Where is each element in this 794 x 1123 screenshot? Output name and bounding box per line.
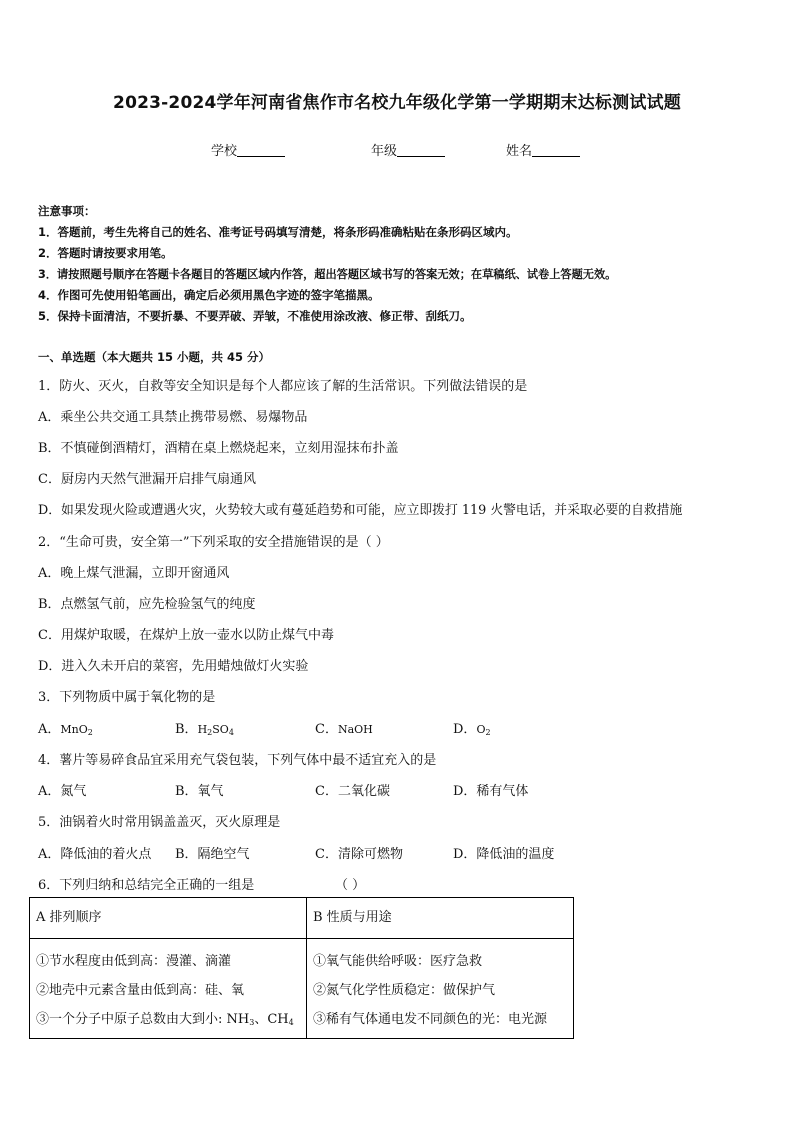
q4-option-a: A．氮气 <box>38 784 87 799</box>
q2-option-b: B．点燃氢气前，应先检验氢气的纯度 <box>38 597 256 612</box>
q6-answer-blank: （ ） <box>335 878 366 893</box>
grade-blank[interactable] <box>397 144 445 157</box>
q5-option-d: D．降低油的温度 <box>453 847 555 862</box>
name-label: 姓名 <box>506 144 533 159</box>
q6-stem: 6．下列归纳和总结完全正确的一组是 <box>38 878 255 893</box>
q4-stem: 4．薯片等易碎食品宜采用充气袋包装，下列气体中最不适宜充入的是 <box>38 753 437 768</box>
q6-b-item-2: ②氮气化学性质稳定：做保护气 <box>313 983 496 998</box>
q6-table-header-b: B 性质与用途 <box>307 898 574 939</box>
name-blank[interactable] <box>532 144 580 157</box>
q2-option-a: A．晚上煤气泄漏，立即开窗通风 <box>38 566 230 581</box>
q4-option-b: B．氧气 <box>175 784 224 799</box>
q6-b-item-3: ③稀有气体通电发不同颜色的光：电光源 <box>313 1012 548 1027</box>
school-blank[interactable] <box>237 144 285 157</box>
q6-table <box>29 897 574 1039</box>
exam-title: 2023-2024学年河南省焦作市名校九年级化学第一学期期末达标测试试题 <box>113 93 681 113</box>
q3-option-b: B．$H_2SO_4$ <box>175 722 234 737</box>
q6-a-item-3: ③一个分子中原子总数由大到小: $NH_3$、$CH_4$ <box>36 1012 294 1027</box>
grade-field <box>371 140 445 159</box>
q1-stem: 1．防火、灭火，自救等安全知识是每个人都应该了解的生活常识。下列做法错误的是 <box>38 379 528 394</box>
notice-heading: 注意事项： <box>38 204 96 218</box>
notice-item-4: 4．作图可先使用铅笔画出，确定后必须用黑色字迹的签字笔描黑。 <box>38 288 380 302</box>
notice-item-1: 1．答题前，考生先将自己的姓名、准考证号码填写清楚，将条形码准确粘贴在条形码区域内。 <box>38 225 518 239</box>
q6-a-item-2: ②地壳中元素含量由低到高：硅、氧 <box>36 983 245 998</box>
notice-item-3: 3．请按照题号顺序在答题卡各题目的答题区域内作答，超出答题区域书写的答案无效；在草稿纸、试卷上答题无效。 <box>38 268 617 281</box>
school-field <box>211 140 285 159</box>
q5-option-c: C．清除可燃物 <box>315 847 403 862</box>
q1-option-a: A．乘坐公共交通工具禁止携带易燃、易爆物品 <box>38 410 308 425</box>
q4-option-d: D．稀有气体 <box>453 784 529 799</box>
school-label: 学校 <box>211 144 238 159</box>
notice-item-5: 5．保持卡面清洁，不要折暴、不要弄破、弄皱，不准使用涂改液、修正带、刮纸刀。 <box>38 309 472 323</box>
q2-stem: 2．“生命可贵，安全第一”下列采取的安全措施错误的是（ ） <box>38 535 389 550</box>
q3-option-c: C．NaOH <box>315 722 373 737</box>
name-field <box>506 140 580 159</box>
q2-option-c: C．用煤炉取暖，在煤炉上放一壶水以防止煤气中毒 <box>38 628 334 643</box>
q5-option-a: A．降低油的着火点 <box>38 847 152 862</box>
q6-table-cell-b <box>307 939 574 1039</box>
q3-stem: 3．下列物质中属于氧化物的是 <box>38 690 216 705</box>
q5-stem: 5．油锅着火时常用锅盖盖灭，灭火原理是 <box>38 815 281 830</box>
q1-option-d: D．如果发现火险或遭遇火灾，火势较大或有蔓延趋势和可能，应立即拨打 119 火警电话，并采取必要的自救措施 <box>38 503 683 518</box>
q2-option-d: D．进入久未开启的菜窖，先用蜡烛做灯火实验 <box>38 659 309 674</box>
q6-a-item-1: ①节水程度由低到高：漫灌、滴灌 <box>36 954 232 969</box>
q5-option-b: B．隔绝空气 <box>175 847 250 862</box>
q1-option-b: B．不慎碰倒酒精灯，酒精在桌上燃烧起来，立刻用湿抹布扑盖 <box>38 441 399 456</box>
section-heading: 一、单选题（本大题共 15 小题，共 45 分） <box>38 350 271 364</box>
notice-item-2: 2．答题时请按要求用笔。 <box>38 246 173 260</box>
q3-option-d: D．$O_2$ <box>453 722 491 737</box>
q3-option-a: A．MnO$_2$ <box>38 722 93 737</box>
q1-option-c: C．厨房内天然气泄漏开启排气扇通风 <box>38 472 256 487</box>
grade-label: 年级 <box>371 144 398 159</box>
q6-b-item-1: ①氧气能供给呼吸：医疗急救 <box>313 954 483 969</box>
q4-option-c: C．二氧化碳 <box>315 784 390 799</box>
q6-table-header-a: A 排列顺序 <box>30 898 307 939</box>
q6-table-cell-a <box>30 939 307 1039</box>
